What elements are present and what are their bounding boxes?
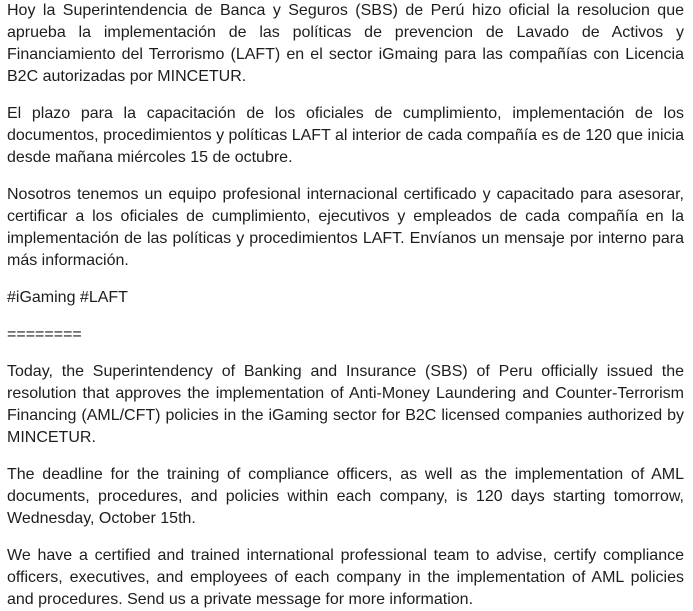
paragraph-en-announcement: Today, the Superintendency of Banking and Insurance (SBS) of Peru officially issued the resolution that approves the implementation of Anti-Money Laundering and Counter-Terrorism Financing (AML/CFT) policies in the iGaming sector for B2C licensed companies authorized by MINCETUR. xyxy=(7,363,684,446)
post-body xyxy=(7,0,684,611)
paragraph-en-services: We have a certified and trained international professional team to advise, certify compliance officers, executives, and employees of each company in the implementation of AML policies and procedures. Send us a private message for more information. xyxy=(7,547,684,608)
paragraph-es-services: Nosotros tenemos un equipo profesional internacional certificado y capacitado para asesorar, certificar a los oficiales de cumplimiento, ejecutivos y empleados de cada compañía en la implementación de las políticas y procedimientos LAFT. Envíanos un mensaje por interno para más información. xyxy=(7,186,684,269)
paragraph-es-deadline: El plazo para la capacitación de los oficiales de cumplimiento, implementación de los documentos, procedimientos y políticas LAFT al interior de cada compañía es de 120 que inicia desde mañana miércoles 15 de octubre. xyxy=(7,105,684,166)
separator: ======== xyxy=(7,326,82,343)
paragraph-en-deadline: The deadline for the training of compliance officers, as well as the implementation of AML documents, procedures, and policies within each company, is 120 days starting tomorrow, Wednesday, October 15th. xyxy=(7,466,684,527)
paragraph-es-announcement: Hoy la Superintendencia de Banca y Seguros (SBS) de Perú hizo oficial la resolucion que aprueba la implementación de las políticas de prevencion de Lavado de Activos y Financiamiento del Terrorismo (LAFT) en el sector iGmaing para las compañías con Licencia B2C autorizadas por MINCETUR. xyxy=(7,2,684,85)
hashtags: #iGaming #LAFT xyxy=(7,289,128,306)
